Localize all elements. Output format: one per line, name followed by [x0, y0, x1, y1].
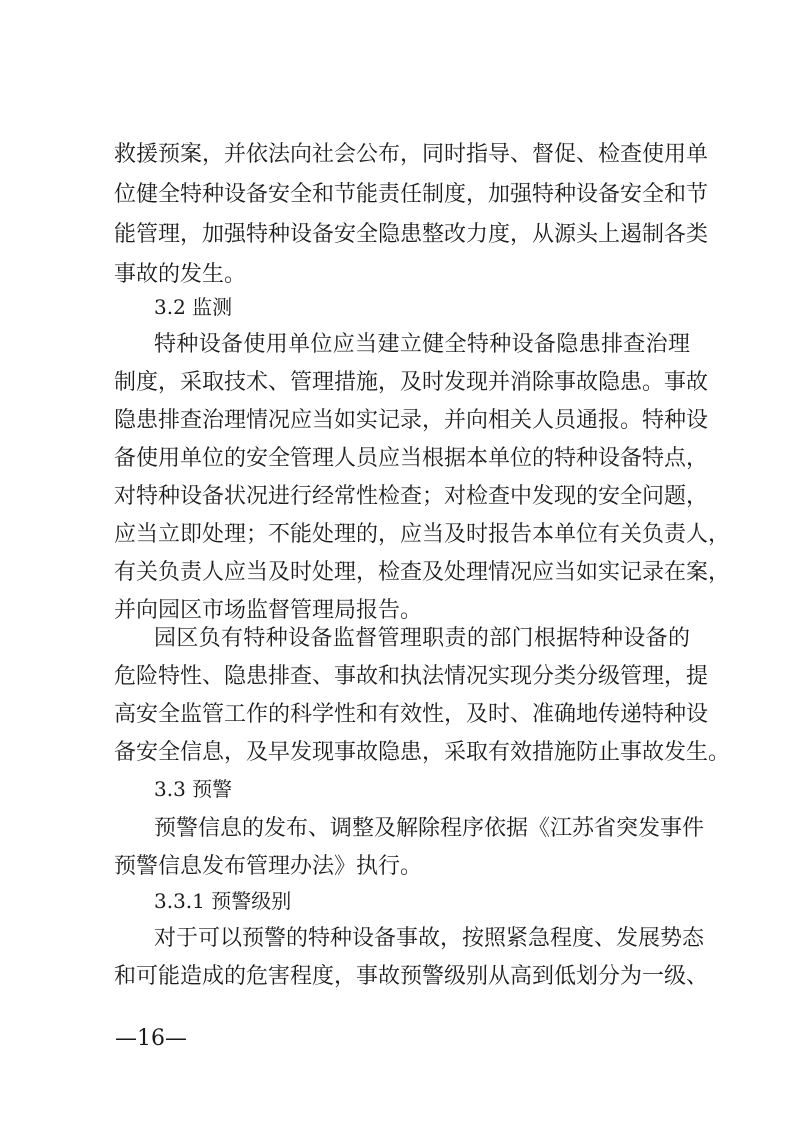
paragraph-line: 并向园区市场监督管理局报告。 — [114, 598, 423, 623]
section-heading-3-3: 3.3 预警 — [154, 777, 233, 801]
paragraph-line: 事故的发生。 — [114, 262, 247, 287]
paragraph-line: 能管理，加强特种设备安全隐患整改力度，从源头上遏制各类 — [114, 222, 709, 247]
paragraph-line: 对特种设备状况进行经常性检查；对检查中发现的安全问题， — [114, 484, 709, 509]
paragraph-line: 救援预案，并依法向社会公布，同时指导、督促、检查使用单 — [114, 142, 709, 167]
section-heading-3-2: 3.2 监测 — [154, 295, 233, 319]
page-number: —16— — [115, 1026, 187, 1051]
paragraph-line: 和可能造成的危害程度，事故预警级别从高到低划分为一级、 — [114, 964, 709, 989]
paragraph-line: 危险特性、隐患排查、事故和执法情况实现分类分级管理，提 — [114, 664, 709, 689]
paragraph-line: 位健全特种设备安全和节能责任制度，加强特种设备安全和节 — [114, 182, 709, 207]
paragraph-line: 高安全监管工作的科学性和有效性，及时、准确地传递特种设 — [114, 702, 709, 727]
paragraph-line: 对于可以预警的特种设备事故，按照紧急程度、发展势态 — [154, 926, 705, 951]
paragraph-line: 特种设备使用单位应当建立健全特种设备隐患排查治理 — [154, 332, 690, 357]
paragraph-line: 应当立即处理；不能处理的，应当及时报告本单位有关负责人， — [114, 522, 731, 547]
paragraph-line: 预警信息的发布、调整及解除程序依据《江苏省突发事件 — [154, 816, 705, 841]
paragraph-line: 隐患排查治理情况应当如实记录，并向相关人员通报。特种设 — [114, 408, 709, 433]
paragraph-line: 预警信息发布管理办法》执行。 — [114, 854, 423, 879]
paragraph-line: 园区负有特种设备监督管理职责的部门根据特种设备的 — [154, 626, 690, 651]
paragraph-line: 备使用单位的安全管理人员应当根据本单位的特种设备特点， — [114, 446, 709, 471]
paragraph-line: 有关负责人应当及时处理，检查及处理情况应当如实记录在案， — [114, 560, 731, 585]
section-heading-3-3-1: 3.3.1 预警级别 — [154, 889, 292, 913]
paragraph-line: 备安全信息，及早发现事故隐患，采取有效措施防止事故发生。 — [114, 740, 731, 765]
paragraph-line: 制度，采取技术、管理措施，及时发现并消除事故隐患。事故 — [114, 370, 709, 395]
